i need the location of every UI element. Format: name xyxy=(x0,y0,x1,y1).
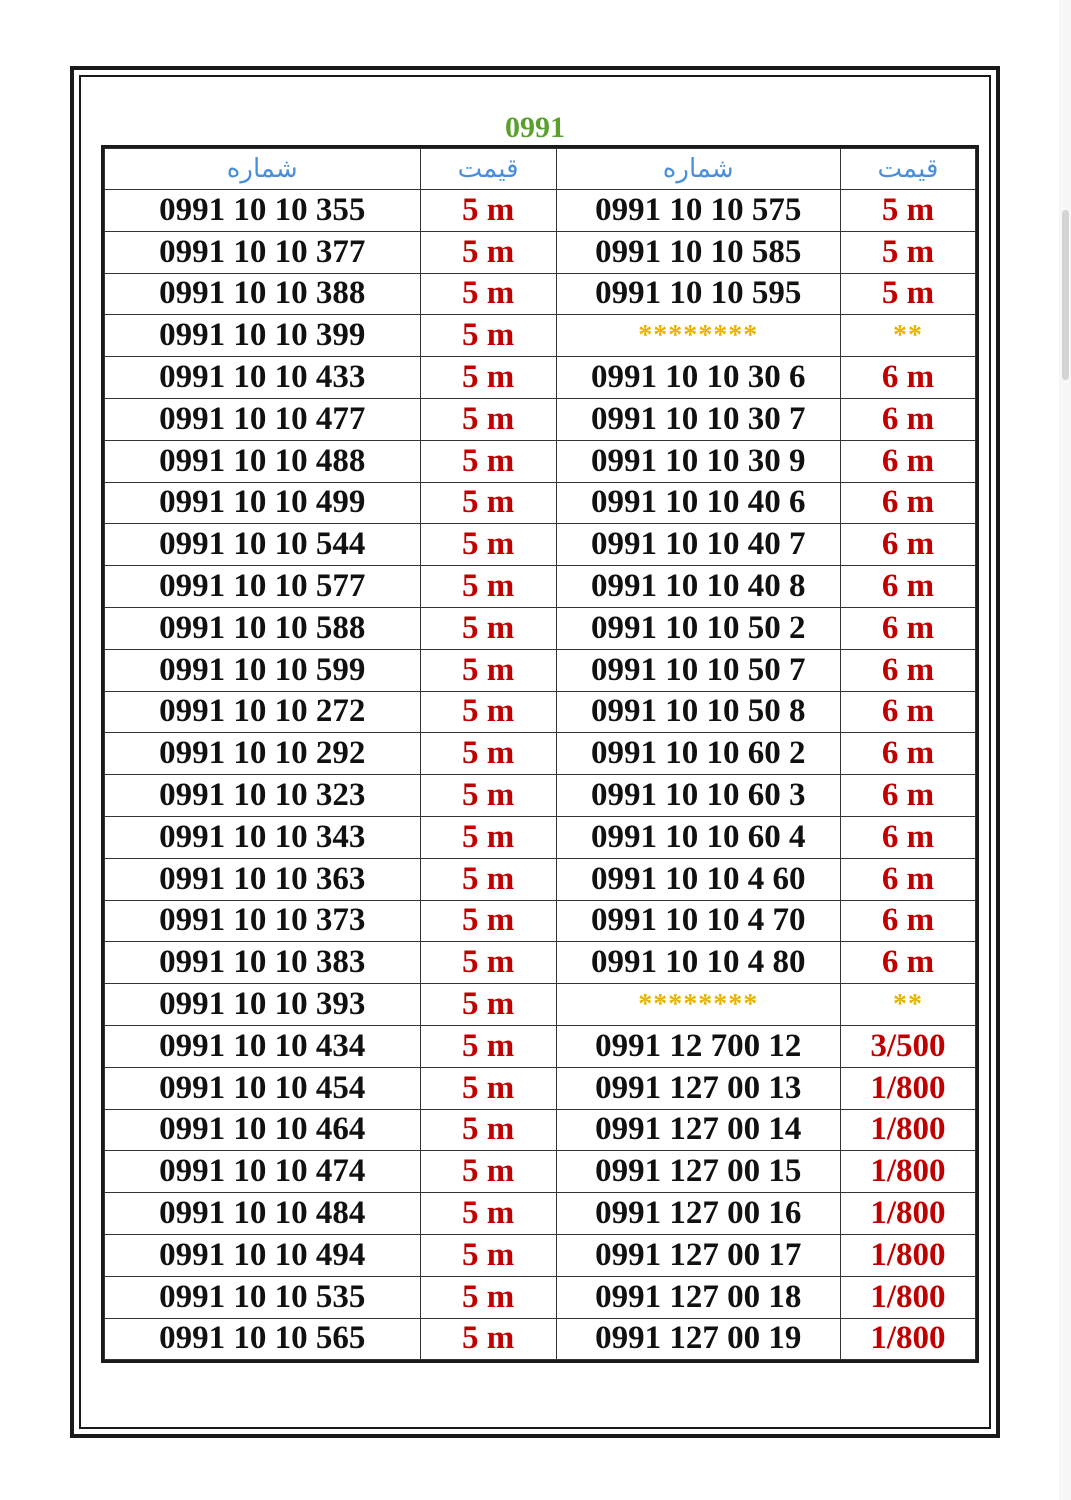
price-left: 5 m xyxy=(420,984,556,1026)
price-right: 6 m xyxy=(840,900,975,942)
table-row xyxy=(105,649,976,691)
phone-number-right: 0991 10 10 50 2 xyxy=(556,607,840,649)
price-right: 6 m xyxy=(840,607,975,649)
sheet-title: 0991 xyxy=(505,111,565,144)
table-row xyxy=(105,190,976,232)
table-row xyxy=(105,733,976,775)
price-left: 5 m xyxy=(420,733,556,775)
price-left: 5 m xyxy=(420,1193,556,1235)
price-right: 5 m xyxy=(840,273,975,315)
phone-number-right: 0991 10 10 40 8 xyxy=(556,566,840,608)
price-left: 5 m xyxy=(420,398,556,440)
phone-number-right: 0991 10 10 50 7 xyxy=(556,649,840,691)
phone-number-right: 0991 10 10 40 7 xyxy=(556,524,840,566)
price-left: 5 m xyxy=(420,357,556,399)
phone-number-right: 0991 12 700 12 xyxy=(556,1025,840,1067)
page-scrollbar-track[interactable] xyxy=(1059,0,1071,1500)
price-left: 5 m xyxy=(420,1067,556,1109)
price-left: 5 m xyxy=(420,566,556,608)
price-right: 6 m xyxy=(840,733,975,775)
phone-number-left: 0991 10 10 434 xyxy=(105,1025,421,1067)
phone-number-left: 0991 10 10 494 xyxy=(105,1234,421,1276)
phone-number-left: 0991 10 10 393 xyxy=(105,984,421,1026)
price-table-wrapper xyxy=(101,145,979,1363)
price-right: ** xyxy=(840,315,975,357)
price-left: 5 m xyxy=(420,315,556,357)
phone-number-left: 0991 10 10 599 xyxy=(105,649,421,691)
price-right: 1/800 xyxy=(840,1193,975,1235)
phone-number-right: 0991 10 10 575 xyxy=(556,190,840,232)
phone-number-right: 0991 10 10 585 xyxy=(556,231,840,273)
price-left: 5 m xyxy=(420,649,556,691)
price-left: 5 m xyxy=(420,900,556,942)
table-row xyxy=(105,1025,976,1067)
table-row xyxy=(105,440,976,482)
header-number-right: شماره xyxy=(556,149,840,190)
table-row xyxy=(105,398,976,440)
phone-number-right: 0991 127 00 17 xyxy=(556,1234,840,1276)
phone-number-right: 0991 127 00 16 xyxy=(556,1193,840,1235)
table-body xyxy=(105,190,976,1360)
table-row xyxy=(105,1193,976,1235)
phone-number-left: 0991 10 10 477 xyxy=(105,398,421,440)
table-row xyxy=(105,1109,976,1151)
phone-number-left: 0991 10 10 399 xyxy=(105,315,421,357)
price-right: 6 m xyxy=(840,691,975,733)
price-left: 5 m xyxy=(420,1234,556,1276)
price-left: 5 m xyxy=(420,231,556,273)
phone-number-right: 0991 127 00 18 xyxy=(556,1276,840,1318)
phone-number-right: 0991 10 10 40 6 xyxy=(556,482,840,524)
phone-number-left: 0991 10 10 388 xyxy=(105,273,421,315)
table-row xyxy=(105,1276,976,1318)
phone-number-right: ******** xyxy=(556,315,840,357)
table-row xyxy=(105,566,976,608)
phone-number-left: 0991 10 10 484 xyxy=(105,1193,421,1235)
phone-number-right: ******** xyxy=(556,984,840,1026)
price-left: 5 m xyxy=(420,1318,556,1360)
phone-number-left: 0991 10 10 363 xyxy=(105,858,421,900)
price-left: 5 m xyxy=(420,482,556,524)
phone-number-right: 0991 10 10 50 8 xyxy=(556,691,840,733)
page-frame-inner xyxy=(79,75,991,1429)
table-row xyxy=(105,315,976,357)
price-right: 6 m xyxy=(840,566,975,608)
phone-number-left: 0991 10 10 377 xyxy=(105,231,421,273)
table-header-row xyxy=(105,149,976,190)
header-price-right: قیمت xyxy=(840,149,975,190)
table-row xyxy=(105,1151,976,1193)
phone-number-left: 0991 10 10 464 xyxy=(105,1109,421,1151)
price-right: 1/800 xyxy=(840,1276,975,1318)
phone-number-left: 0991 10 10 454 xyxy=(105,1067,421,1109)
price-left: 5 m xyxy=(420,190,556,232)
phone-number-right: 0991 10 10 30 7 xyxy=(556,398,840,440)
phone-number-left: 0991 10 10 535 xyxy=(105,1276,421,1318)
phone-number-left: 0991 10 10 488 xyxy=(105,440,421,482)
phone-number-left: 0991 10 10 433 xyxy=(105,357,421,399)
table-row xyxy=(105,984,976,1026)
price-right: 6 m xyxy=(840,357,975,399)
price-right: 5 m xyxy=(840,231,975,273)
table-row xyxy=(105,942,976,984)
phone-number-right: 0991 10 10 60 2 xyxy=(556,733,840,775)
price-right: 6 m xyxy=(840,398,975,440)
table-row xyxy=(105,1234,976,1276)
phone-number-left: 0991 10 10 577 xyxy=(105,566,421,608)
table-row xyxy=(105,816,976,858)
phone-number-left: 0991 10 10 373 xyxy=(105,900,421,942)
table-row xyxy=(105,482,976,524)
price-right: 1/800 xyxy=(840,1067,975,1109)
price-table xyxy=(104,148,976,1360)
phone-number-right: 0991 127 00 14 xyxy=(556,1109,840,1151)
table-row xyxy=(105,1318,976,1360)
phone-number-right: 0991 10 10 60 3 xyxy=(556,775,840,817)
page-frame xyxy=(70,66,1000,1438)
price-right: 1/800 xyxy=(840,1318,975,1360)
price-right: 1/800 xyxy=(840,1151,975,1193)
table-row xyxy=(105,1067,976,1109)
phone-number-right: 0991 10 10 4 60 xyxy=(556,858,840,900)
price-left: 5 m xyxy=(420,858,556,900)
phone-number-left: 0991 10 10 383 xyxy=(105,942,421,984)
price-right: ** xyxy=(840,984,975,1026)
price-left: 5 m xyxy=(420,1025,556,1067)
table-row xyxy=(105,607,976,649)
price-left: 5 m xyxy=(420,691,556,733)
price-left: 5 m xyxy=(420,1109,556,1151)
phone-number-left: 0991 10 10 272 xyxy=(105,691,421,733)
table-row xyxy=(105,231,976,273)
price-right: 6 m xyxy=(840,524,975,566)
phone-number-left: 0991 10 10 343 xyxy=(105,816,421,858)
phone-number-left: 0991 10 10 588 xyxy=(105,607,421,649)
phone-number-right: 0991 10 10 4 80 xyxy=(556,942,840,984)
phone-number-right: 0991 10 10 4 70 xyxy=(556,900,840,942)
phone-number-left: 0991 10 10 499 xyxy=(105,482,421,524)
table-row xyxy=(105,775,976,817)
phone-number-left: 0991 10 10 544 xyxy=(105,524,421,566)
phone-number-right: 0991 10 10 30 9 xyxy=(556,440,840,482)
price-left: 5 m xyxy=(420,524,556,566)
price-left: 5 m xyxy=(420,775,556,817)
price-left: 5 m xyxy=(420,607,556,649)
price-left: 5 m xyxy=(420,1276,556,1318)
table-row xyxy=(105,524,976,566)
table-row xyxy=(105,900,976,942)
price-right: 6 m xyxy=(840,649,975,691)
header-number-left: شماره xyxy=(105,149,421,190)
table-row xyxy=(105,858,976,900)
price-right: 6 m xyxy=(840,816,975,858)
table-row xyxy=(105,273,976,315)
phone-number-right: 0991 10 10 60 4 xyxy=(556,816,840,858)
phone-number-left: 0991 10 10 323 xyxy=(105,775,421,817)
price-right: 3/500 xyxy=(840,1025,975,1067)
price-left: 5 m xyxy=(420,1151,556,1193)
price-right: 5 m xyxy=(840,190,975,232)
price-right: 6 m xyxy=(840,775,975,817)
price-right: 6 m xyxy=(840,440,975,482)
table-row xyxy=(105,691,976,733)
price-right: 1/800 xyxy=(840,1234,975,1276)
phone-number-left: 0991 10 10 565 xyxy=(105,1318,421,1360)
phone-number-right: 0991 10 10 30 6 xyxy=(556,357,840,399)
price-right: 6 m xyxy=(840,858,975,900)
phone-number-left: 0991 10 10 292 xyxy=(105,733,421,775)
header-price-left: قیمت xyxy=(420,149,556,190)
phone-number-right: 0991 127 00 15 xyxy=(556,1151,840,1193)
price-left: 5 m xyxy=(420,440,556,482)
scrollbar-thumb[interactable] xyxy=(1062,210,1069,380)
price-right: 6 m xyxy=(840,942,975,984)
price-left: 5 m xyxy=(420,942,556,984)
price-right: 6 m xyxy=(840,482,975,524)
phone-number-right: 0991 127 00 13 xyxy=(556,1067,840,1109)
price-left: 5 m xyxy=(420,816,556,858)
phone-number-right: 0991 10 10 595 xyxy=(556,273,840,315)
phone-number-left: 0991 10 10 474 xyxy=(105,1151,421,1193)
phone-number-left: 0991 10 10 355 xyxy=(105,190,421,232)
price-right: 1/800 xyxy=(840,1109,975,1151)
price-left: 5 m xyxy=(420,273,556,315)
phone-number-right: 0991 127 00 19 xyxy=(556,1318,840,1360)
table-row xyxy=(105,357,976,399)
